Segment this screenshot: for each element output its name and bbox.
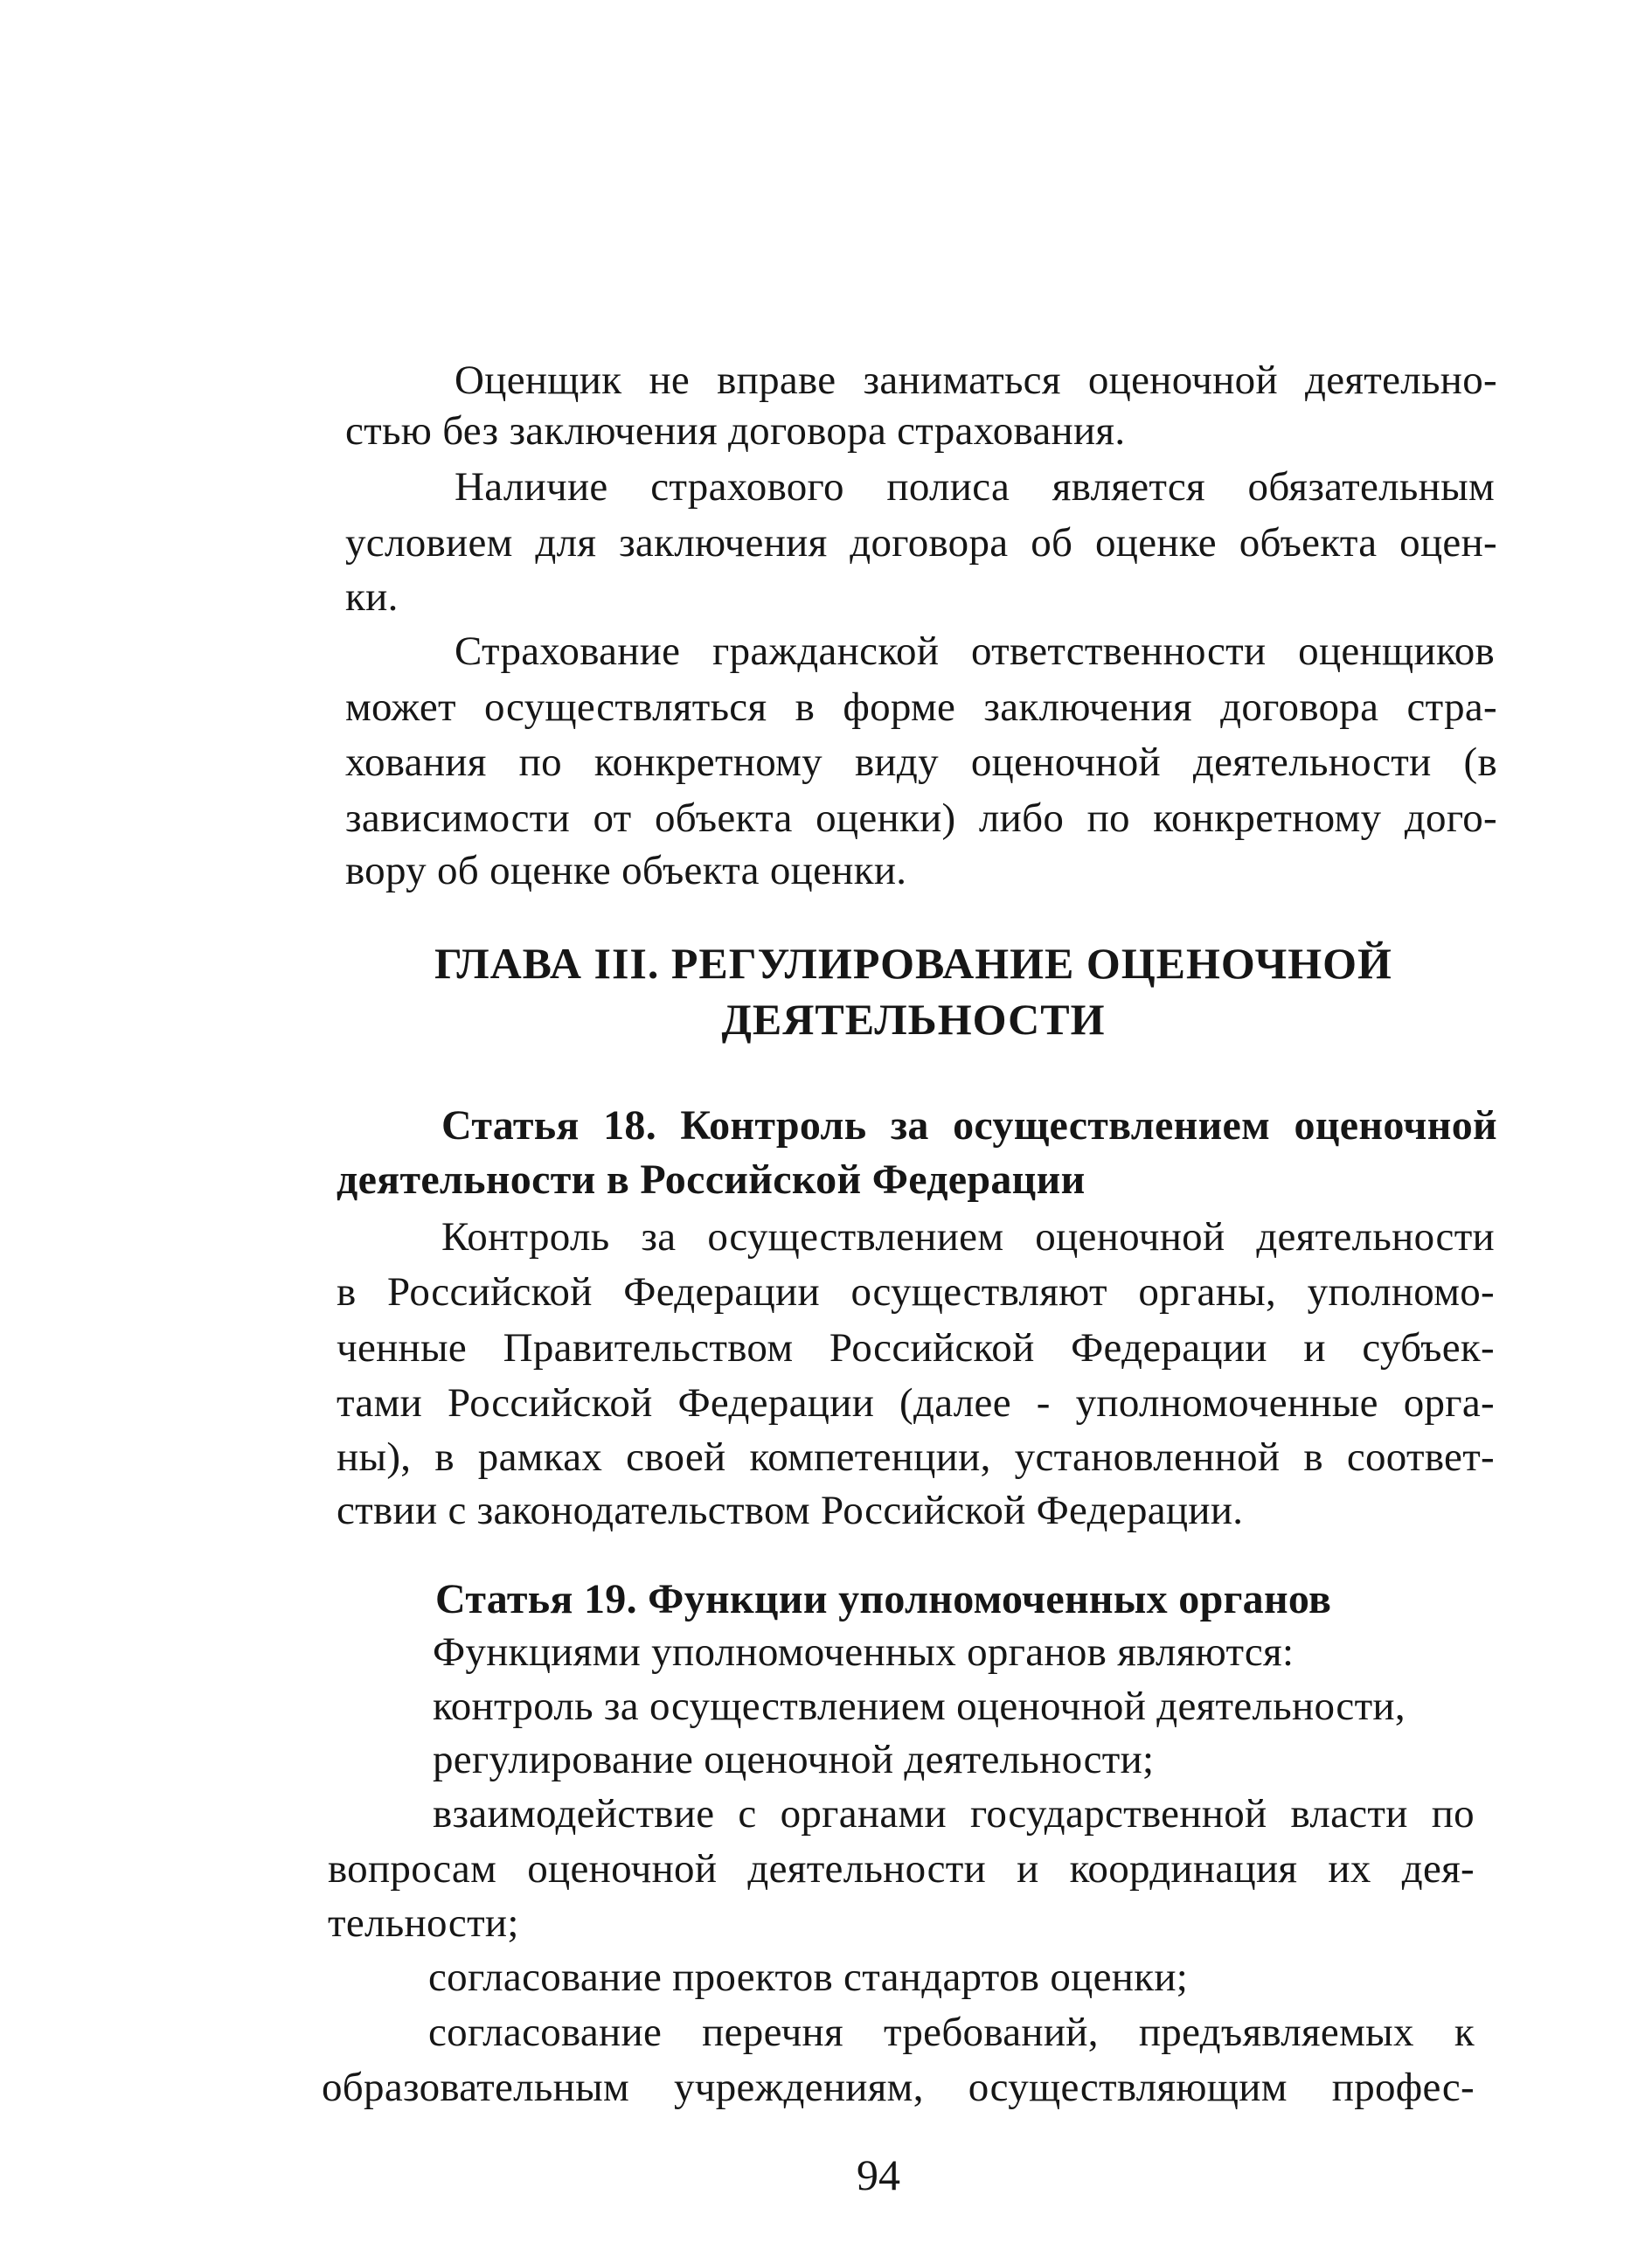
- paragraph1-line-2: стью без заключения договора страхования.: [345, 408, 1126, 454]
- article19-body-line-6: тельности;: [328, 1900, 519, 1946]
- paragraph2-line-3: ки.: [345, 574, 399, 620]
- chapter-title-line-2: ДЕЯТЕЛЬНОСТИ: [721, 995, 1106, 1044]
- paragraph1-line-1: Оценщик не вправе заниматься оценочной деятельно-: [455, 358, 1497, 403]
- paragraph2-line-1: Наличие страхового полиса является обязательным: [455, 464, 1495, 510]
- paragraph2-line-2: условием для заключения договора об оценке объекта оцен-: [345, 520, 1497, 566]
- article19-body-line-1: Функциями уполномоченных органов являются:: [433, 1629, 1295, 1675]
- article19-body-line-3: регулирование оценочной деятельности;: [433, 1737, 1155, 1782]
- page-number: 94: [857, 2150, 900, 2199]
- article19-heading: Статья 19. Функции уполномоченных органов: [435, 1576, 1332, 1622]
- article18-body-line-1: Контроль за осуществлением оценочной деятельности: [441, 1214, 1495, 1260]
- article18-heading-line-1: Статья 18. Контроль за осуществлением оценочной: [441, 1102, 1497, 1149]
- article18-body-line-4: тами Российской Федерации (далее - уполномоченные орга-: [337, 1380, 1495, 1426]
- article18-heading-line-2: деятельности в Российской Федерации: [337, 1156, 1086, 1203]
- article18-body-line-5: ны), в рамках своей компетенции, установленной в соответ-: [337, 1434, 1495, 1480]
- paragraph3-line-1: Страхование гражданской ответственности оценщиков: [455, 628, 1495, 674]
- article19-body-line-8: согласование перечня требований, предъявляемых к: [428, 2010, 1475, 2055]
- paragraph3-line-3: хования по конкретному виду оценочной деятельности (в: [345, 740, 1497, 785]
- article18-body-line-6: ствии с законодательством Российской Федерации.: [337, 1488, 1244, 1533]
- paragraph3-line-5: вору об оценке объекта оценки.: [345, 848, 907, 893]
- article18-body-line-3: ченные Правительством Российской Федерации и субъек-: [337, 1325, 1495, 1371]
- paragraph3-line-2: может осуществляться в форме заключения договора стра-: [345, 684, 1497, 730]
- article19-body-line-4: взаимодействие с органами государственной власти по: [433, 1791, 1475, 1837]
- article19-body-line-9: образовательным учреждениям, осуществляющим профес-: [322, 2065, 1475, 2110]
- paragraph3-line-4: зависимости от объекта оценки) либо по конкретному дого-: [345, 795, 1497, 841]
- article19-body-line-7: согласование проектов стандартов оценки;: [428, 1955, 1189, 2000]
- article19-body-line-5: вопросам оценочной деятельности и координация их дея-: [328, 1846, 1475, 1892]
- chapter-title-line-1: ГЛАВА III. РЕГУЛИРОВАНИЕ ОЦЕНОЧНОЙ: [434, 939, 1392, 988]
- article19-body-line-2: контроль за осуществлением оценочной деятельности,: [433, 1684, 1406, 1729]
- article18-body-line-2: в Российской Федерации осуществляют органы, уполномо-: [337, 1269, 1495, 1315]
